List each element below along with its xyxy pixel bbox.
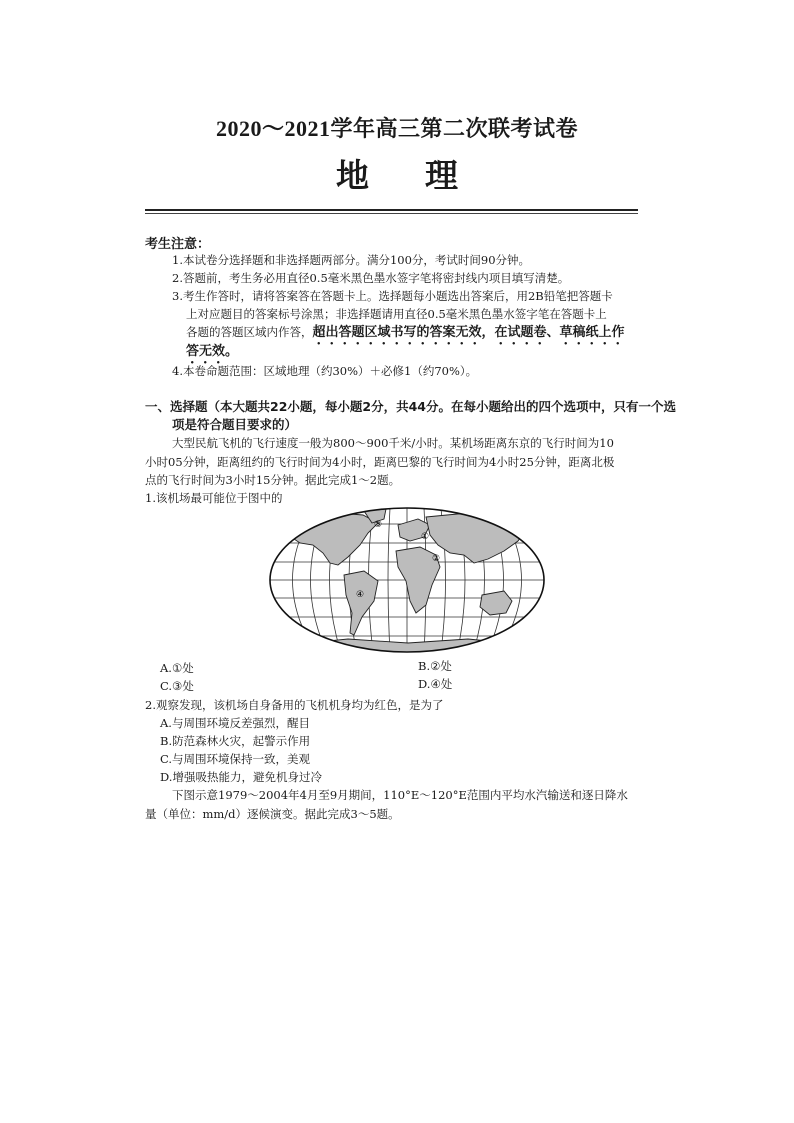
q2-option-c: C.与周围环境保持一致，美观 [160, 752, 311, 766]
intro2-line-1: 下图示意1979～2004年4月至9月期间，110°E～120°E范围内平均水汽输送和逐日降水 [172, 788, 628, 802]
q1-option-c: C.③处 [160, 679, 194, 693]
continents [288, 509, 528, 655]
q1-option-a: A.①处 [160, 661, 194, 675]
notice-item-3-cont-1: 上对应题目的答案标号涂黑；非选择题请用直径0.5毫米黑色墨水签字笔在答题卡上 [186, 307, 607, 321]
map-label-4: ④ [356, 590, 365, 600]
q1-stem: 1.该机场最可能位于图中的 [145, 491, 283, 505]
q2-stem: 2.观察发现，该机场自身备用的飞机机身均为红色，是为了 [145, 698, 444, 712]
header-rule-thin [145, 213, 638, 214]
notice-item-3: 3.考生作答时，请将答案答在答题卡上。选择题每小题选出答案后，用2B铅笔把答题卡 [172, 289, 613, 303]
header-rule-thick [145, 209, 638, 211]
section-heading-line1: 一、选择题（本大题共22小题，每小题2分，共44分。在每小题给出的四个选项中，只有一个选 [145, 399, 676, 414]
notice-emphasis-end: 答无效。 [186, 344, 239, 359]
map-label-3: ③ [374, 520, 383, 530]
subject-title: 地理 [336, 156, 514, 195]
notice-item-2: 2.答题前，考生务必用直径0.5毫米黑色墨水签字笔将密封线内项目填写清楚。 [172, 271, 570, 285]
section-heading-line2: 项是符合题目要求的） [172, 417, 298, 432]
q1-option-b: B.②处 [418, 659, 452, 673]
intro-line-1: 大型民航飞机的飞行速度一般为800～900千米/小时。某机场距离东京的飞行时间为10 [172, 436, 614, 450]
notice-item-4: 4.本卷命题范围：区域地理（约30%）＋必修1（约70%）。 [172, 364, 478, 378]
notice-heading: 考生注意： [145, 237, 211, 252]
notice-item-3-plain: 各题的答题区域内作答， [186, 325, 313, 339]
map-label-2: ② [432, 554, 441, 564]
notice-emphasis: 超出答题区域书写的答案无效，在试题卷、草稿纸上作 [312, 325, 625, 340]
q2-option-a: A.与周围环境反差强烈，醒目 [160, 716, 310, 730]
intro-line-3: 点的飞行时间为3小时15分钟。据此完成1～2题。 [145, 473, 401, 487]
q2-option-d: D.增强吸热能力，避免机身过冷 [160, 770, 322, 784]
map-label-1: ① [421, 532, 430, 542]
world-map [268, 505, 546, 655]
intro2-line-2: 量（单位：mm/d）逐候演变。据此完成3～5题。 [145, 807, 400, 821]
intro-line-2: 小时05分钟，距离纽约的飞行时间为4小时，距离巴黎的飞行时间为4小时25分钟，距离北极 [145, 455, 615, 469]
notice-item-1: 1.本试卷分选择题和非选择题两部分。满分100分，考试时间90分钟。 [172, 253, 531, 267]
exam-title: 2020～2021学年高三第二次联考试卷 [215, 116, 578, 141]
q1-option-d: D.④处 [418, 677, 453, 691]
notice-item-3-cont-2 [186, 323, 625, 348]
q2-option-b: B.防范森林火灾，起警示作用 [160, 734, 311, 748]
